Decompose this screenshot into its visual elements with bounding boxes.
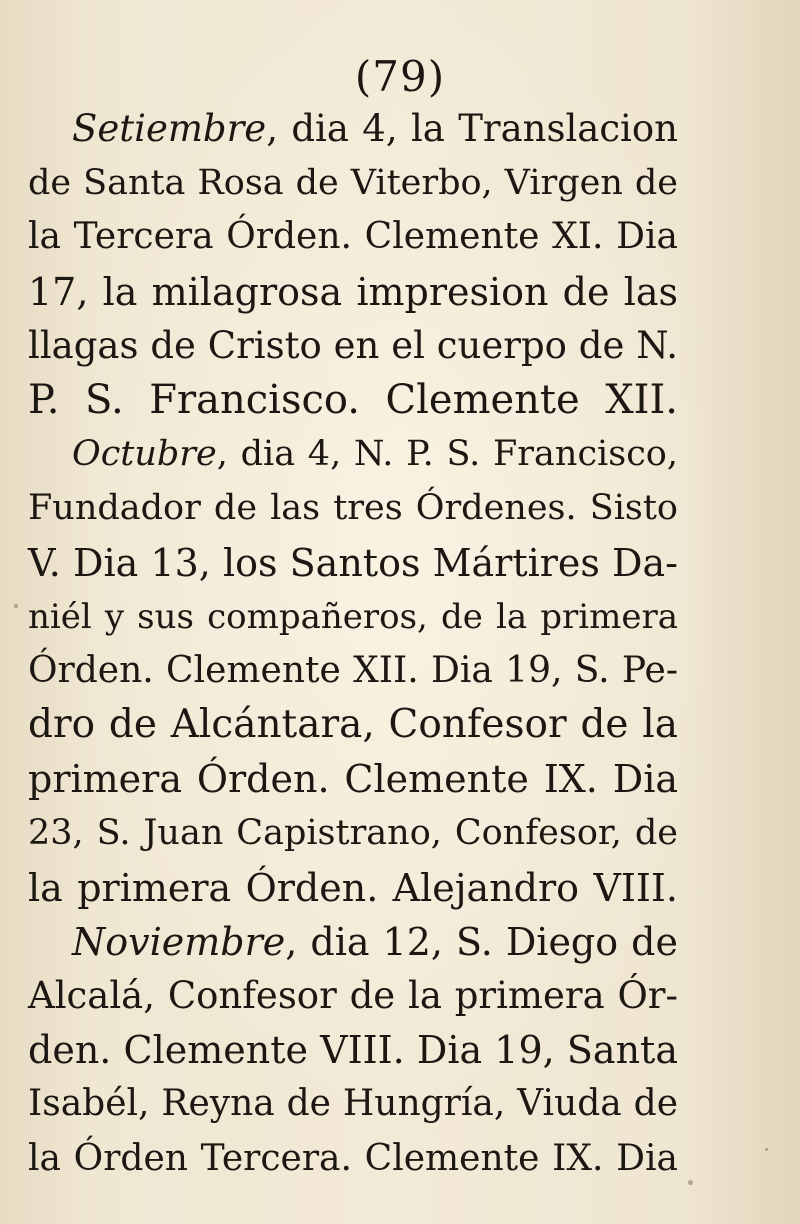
text-line bbox=[28, 210, 678, 264]
month-heading: Setiembre bbox=[72, 107, 267, 150]
text-line bbox=[28, 590, 678, 644]
paper-speck bbox=[688, 1180, 693, 1185]
body-text bbox=[28, 102, 678, 1186]
text-line bbox=[28, 319, 678, 373]
line-text: Alcalá, Confesor de la primera Ór- bbox=[28, 974, 678, 1017]
line-text: la Órden Tercera. Clemente IX. Dia bbox=[28, 1137, 678, 1179]
line-text: , dia 4, N. P. S. Francisco, bbox=[216, 434, 678, 475]
month-heading: Octubre bbox=[72, 434, 217, 475]
paper-speck bbox=[765, 1148, 768, 1151]
text-line bbox=[28, 969, 678, 1023]
page-number: (79) bbox=[354, 52, 446, 101]
line-text: 23, S. Juan Capistrano, Confesor, de bbox=[28, 813, 678, 854]
text-line bbox=[28, 1132, 678, 1186]
text-line bbox=[28, 373, 678, 427]
text-line bbox=[28, 427, 678, 481]
line-text: Fundador de las tres Órdenes. Sisto bbox=[28, 488, 678, 529]
text-line bbox=[28, 1023, 678, 1077]
paper-speck bbox=[462, 1165, 465, 1167]
text-line bbox=[28, 265, 678, 319]
line-text: la Tercera Órden. Clemente XI. Dia bbox=[28, 216, 678, 258]
line-text: primera Órden. Clemente IX. Dia bbox=[28, 757, 678, 802]
month-heading: Noviembre bbox=[72, 919, 286, 964]
text-line bbox=[28, 536, 678, 590]
text-line bbox=[28, 1077, 678, 1131]
text-line bbox=[28, 806, 678, 860]
line-text: den. Clemente VIII. Dia 19, Santa bbox=[28, 1028, 678, 1073]
line-text: Isabél, Reyna de Hungría, Viuda de bbox=[28, 1083, 678, 1125]
line-text: llagas de Cristo en el cuerpo de N. bbox=[28, 323, 678, 367]
line-text: dro de Alcántara, Confesor de la bbox=[28, 702, 678, 748]
line-text: , dia 12, S. Diego de bbox=[285, 919, 678, 964]
line-text: V. Dia 13, los Santos Mártires Da- bbox=[28, 540, 678, 585]
line-text: niél y sus compañeros, de la primera bbox=[28, 596, 678, 637]
line-text: la primera Órden. Alejandro VIII. bbox=[28, 865, 678, 910]
text-line bbox=[28, 481, 678, 535]
text-line bbox=[28, 102, 678, 156]
text-line bbox=[28, 752, 678, 806]
line-text: 17, la milagrosa impresion de las bbox=[28, 269, 678, 314]
line-text: Órden. Clemente XII. Dia 19, S. Pe- bbox=[28, 649, 678, 691]
paper-speck bbox=[14, 604, 18, 608]
line-text: , dia 4, la Translacion bbox=[266, 107, 678, 150]
text-line bbox=[28, 861, 678, 915]
line-text: P. S. Francisco. Clemente XII. bbox=[28, 376, 678, 423]
text-line bbox=[28, 644, 678, 698]
text-line bbox=[28, 156, 678, 210]
line-text: de Santa Rosa de Viterbo, Virgen de bbox=[28, 163, 678, 204]
text-line bbox=[28, 915, 678, 969]
text-line bbox=[28, 698, 678, 752]
